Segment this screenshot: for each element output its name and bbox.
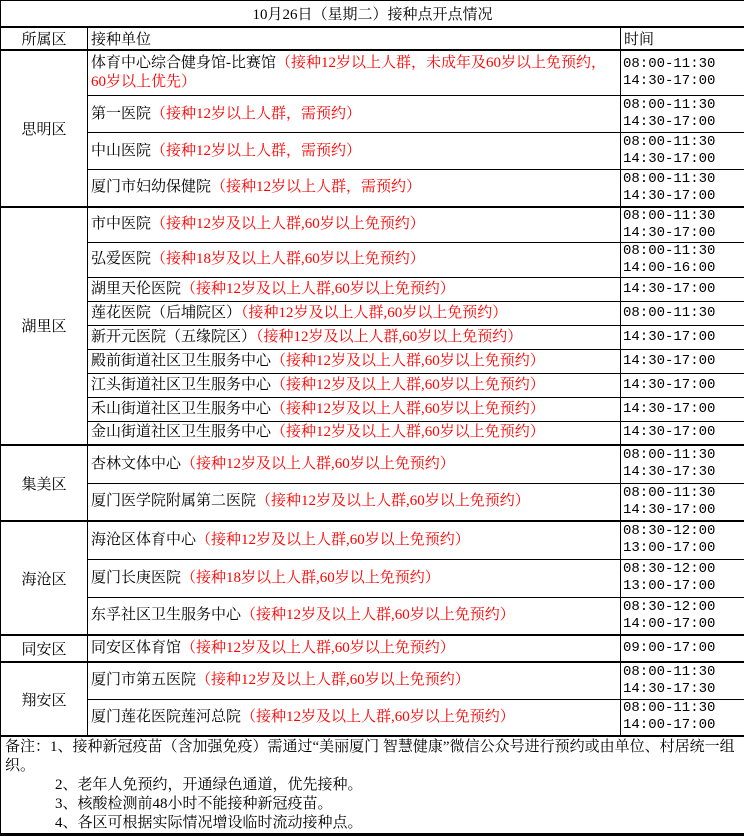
unit-cell (88, 50, 621, 96)
note-line: 4、各区可根据实际情况增设临时流动接种点。 (5, 814, 740, 833)
time-slot: 08:00-11:30 (623, 447, 742, 464)
table-row (1, 662, 744, 699)
time-slot: 08:00-11:30 (623, 700, 742, 717)
time-slot: 08:30-12:00 (623, 523, 742, 540)
unit-name: 厦门市第五医院 (91, 672, 196, 688)
time-slot: 13:00-17:00 (623, 540, 742, 557)
unit-name: 湖里天伦医院 (91, 281, 181, 297)
time-cell (621, 349, 744, 373)
time-slot: 08:00-11:30 (623, 56, 742, 73)
time-cell (621, 397, 744, 421)
unit-cell (88, 397, 621, 421)
time-cell (621, 242, 744, 277)
district-cell: 思明区 (1, 50, 88, 207)
time-slot: 14:30-17:00 (623, 281, 742, 298)
unit-name: 厦门市妇幼保健院 (91, 179, 211, 195)
unit-name: 第一医院 (91, 106, 151, 122)
time-slot: 14:30-17:00 (623, 73, 742, 90)
time-slot: 08:30-12:00 (623, 561, 742, 578)
time-slot: 14:30-17:00 (623, 401, 742, 418)
unit-note: （接种12岁及以上人群,60岁以上免预约） (256, 329, 522, 345)
time-slot: 14:30-17:00 (623, 151, 742, 168)
table-row (1, 96, 744, 133)
time-cell (621, 277, 744, 301)
header-district: 所属区 (1, 27, 88, 50)
time-cell (621, 325, 744, 349)
time-cell (621, 635, 744, 662)
unit-cell (88, 445, 621, 483)
table-row (1, 133, 744, 170)
unit-note: （接种12岁及以上人群,60岁以上免预约） (196, 672, 470, 688)
note-line: 备注：1、接种新冠疫苗（含加强免疫）需通过“美丽厦门 智慧健康”微信公众号进行预约或由单位、村居统一组织。 (5, 738, 740, 776)
time-slot: 08:00-11:30 (623, 485, 742, 502)
time-cell (621, 445, 744, 483)
unit-note: （接种12岁及以上人群,60岁以上免预约） (271, 424, 545, 440)
unit-cell (88, 699, 621, 736)
unit-cell (88, 96, 621, 133)
time-slot: 14:30-17:30 (623, 464, 742, 481)
unit-cell (88, 521, 621, 559)
time-cell (621, 96, 744, 133)
time-slot: 09:00-17:00 (623, 640, 742, 657)
unit-note: （接种12岁及以上人群,60岁以上免预约） (181, 456, 455, 472)
unit-cell (88, 349, 621, 373)
unit-name: 杏林文体中心 (91, 456, 181, 472)
unit-note: （接种12岁及以上人群,60岁以上免预约） (196, 532, 470, 548)
unit-cell (88, 597, 621, 635)
time-cell (621, 421, 744, 445)
unit-note: （接种12岁以上人群，需预约） (151, 106, 361, 122)
time-slot: 14:30-17:00 (623, 502, 742, 519)
table-row (1, 635, 744, 662)
time-slot: 08:00-11:30 (623, 243, 742, 260)
district-cell: 同安区 (1, 635, 88, 662)
unit-name: 厦门长庚医院 (91, 570, 181, 586)
unit-note: （接种12岁以上人群，需预约） (211, 179, 421, 195)
time-slot: 14:30-17:30 (623, 681, 742, 698)
time-cell (621, 170, 744, 207)
unit-cell (88, 277, 621, 301)
header-unit: 接种单位 (88, 27, 621, 50)
time-slot: 08:00-11:30 (623, 171, 742, 188)
time-slot: 08:00-11:30 (623, 134, 742, 151)
time-cell (621, 133, 744, 170)
time-slot: 08:00-11:30 (623, 208, 742, 225)
time-cell (621, 699, 744, 736)
table-row (1, 277, 744, 301)
unit-cell (88, 421, 621, 445)
unit-name: 莲花医院（后埔院区） (91, 305, 241, 321)
table-row (1, 597, 744, 635)
unit-note: （接种12岁及以上人群,60岁以上免预约） (151, 216, 425, 232)
header-time: 时间 (621, 27, 744, 50)
time-cell (621, 207, 744, 243)
time-slot: 14:30-17:00 (623, 424, 742, 441)
unit-cell (88, 242, 621, 277)
time-cell (621, 521, 744, 559)
unit-name: 禾山街道社区卫生服务中心 (91, 401, 271, 417)
unit-note: （接种12岁及以上人群,60岁以上免预约） (241, 607, 515, 623)
notes-block (1, 736, 744, 835)
time-slot: 14:30-17:00 (623, 329, 742, 346)
unit-note: （接种12岁以上人群，需预约） (151, 143, 361, 159)
unit-cell (88, 559, 621, 597)
time-slot: 14:00-17:00 (623, 616, 742, 633)
district-cell: 海沧区 (1, 521, 88, 635)
time-cell (621, 301, 744, 325)
unit-cell (88, 301, 621, 325)
unit-name: 金山街道社区卫生服务中心 (91, 424, 271, 440)
unit-note: （接种12岁及以上人群,60岁以上免预约） (181, 640, 455, 656)
time-slot: 08:00-11:30 (623, 305, 742, 322)
unit-cell (88, 373, 621, 397)
time-slot: 08:30-12:00 (623, 599, 742, 616)
table-row (1, 207, 744, 243)
time-slot: 14:00-17:00 (623, 717, 742, 734)
time-cell (621, 373, 744, 397)
table-row (1, 325, 744, 349)
time-cell (621, 662, 744, 699)
time-cell (621, 597, 744, 635)
table-row (1, 242, 744, 277)
time-slot: 14:30-17:00 (623, 114, 742, 131)
unit-note: （接种12岁及以上人群,60岁以上免预约） (256, 493, 530, 509)
time-slot: 14:00-16:00 (623, 260, 742, 277)
time-slot: 14:30-17:00 (623, 377, 742, 394)
unit-name: 江头街道社区卫生服务中心 (91, 377, 271, 393)
unit-name: 同安区体育馆 (91, 640, 181, 656)
time-cell (621, 483, 744, 521)
district-cell: 翔安区 (1, 662, 88, 736)
table-row (1, 349, 744, 373)
time-slot: 13:00-17:00 (623, 578, 742, 595)
unit-cell (88, 662, 621, 699)
table-row (1, 170, 744, 207)
unit-cell (88, 483, 621, 521)
unit-name: 弘爱医院 (91, 251, 151, 267)
table-row (1, 699, 744, 736)
unit-note: （接种12岁及以上人群,60岁以上免预约） (271, 401, 545, 417)
unit-note: （接种12岁及以上人群,60岁以上免预约） (241, 305, 507, 321)
unit-name: 市中医院 (91, 216, 151, 232)
time-slot: 14:30-17:00 (623, 225, 742, 242)
header-row (1, 27, 744, 50)
table-row (1, 373, 744, 397)
time-slot: 08:00-11:30 (623, 664, 742, 681)
table-row (1, 445, 744, 483)
note-line: 3、核酸检测前48小时不能接种新冠疫苗。 (5, 795, 740, 814)
time-slot: 14:30-17:00 (623, 353, 742, 370)
time-slot: 14:30-17:00 (623, 188, 742, 205)
time-slot: 08:00-11:30 (623, 97, 742, 114)
table-row (1, 483, 744, 521)
table-row (1, 301, 744, 325)
table-row (1, 521, 744, 559)
unit-cell (88, 133, 621, 170)
unit-cell (88, 325, 621, 349)
unit-name: 新开元医院（五缘院区） (91, 329, 256, 345)
unit-name: 海沧区体育中心 (91, 532, 196, 548)
table-row (1, 397, 744, 421)
unit-name: 东孚社区卫生服务中心 (91, 607, 241, 623)
unit-cell (88, 207, 621, 243)
unit-name: 中山医院 (91, 143, 151, 159)
unit-name: 殿前街道社区卫生服务中心 (91, 353, 271, 369)
district-cell: 集美区 (1, 445, 88, 521)
unit-note: （接种12岁及以上人群,60岁以上免预约） (181, 281, 455, 297)
district-cell: 湖里区 (1, 207, 88, 446)
table-row (1, 421, 744, 445)
unit-name: 厦门莲花医院莲河总院 (91, 709, 241, 725)
unit-note: （接种12岁及以上人群,60岁以上免预约） (241, 709, 515, 725)
unit-note: （接种12岁及以上人群,60岁以上免预约） (271, 353, 545, 369)
page-title: 10月26日（星期二）接种点开点情况 (1, 1, 744, 27)
unit-note: （接种18岁以上人群,60岁以上免预约） (181, 570, 440, 586)
note-line: 2、老年人免预约，开通绿色通道，优先接种。 (5, 776, 740, 795)
unit-note: （接种12岁以上人群，未成年及60岁以上免预约，60岁以上优先） (91, 55, 606, 90)
title-row (1, 1, 744, 27)
unit-name: 厦门医学院附属第二医院 (91, 493, 256, 509)
time-cell (621, 559, 744, 597)
table-row (1, 50, 744, 96)
unit-cell (88, 170, 621, 207)
notes-row (1, 736, 744, 835)
time-cell (621, 50, 744, 96)
table-row (1, 559, 744, 597)
unit-name: 体育中心综合健身馆-比赛馆 (91, 55, 276, 71)
unit-note: （接种18岁及以上人群,60岁以上免预约） (151, 251, 425, 267)
unit-note: （接种12岁及以上人群,60岁以上免预约） (271, 377, 545, 393)
unit-cell (88, 635, 621, 662)
